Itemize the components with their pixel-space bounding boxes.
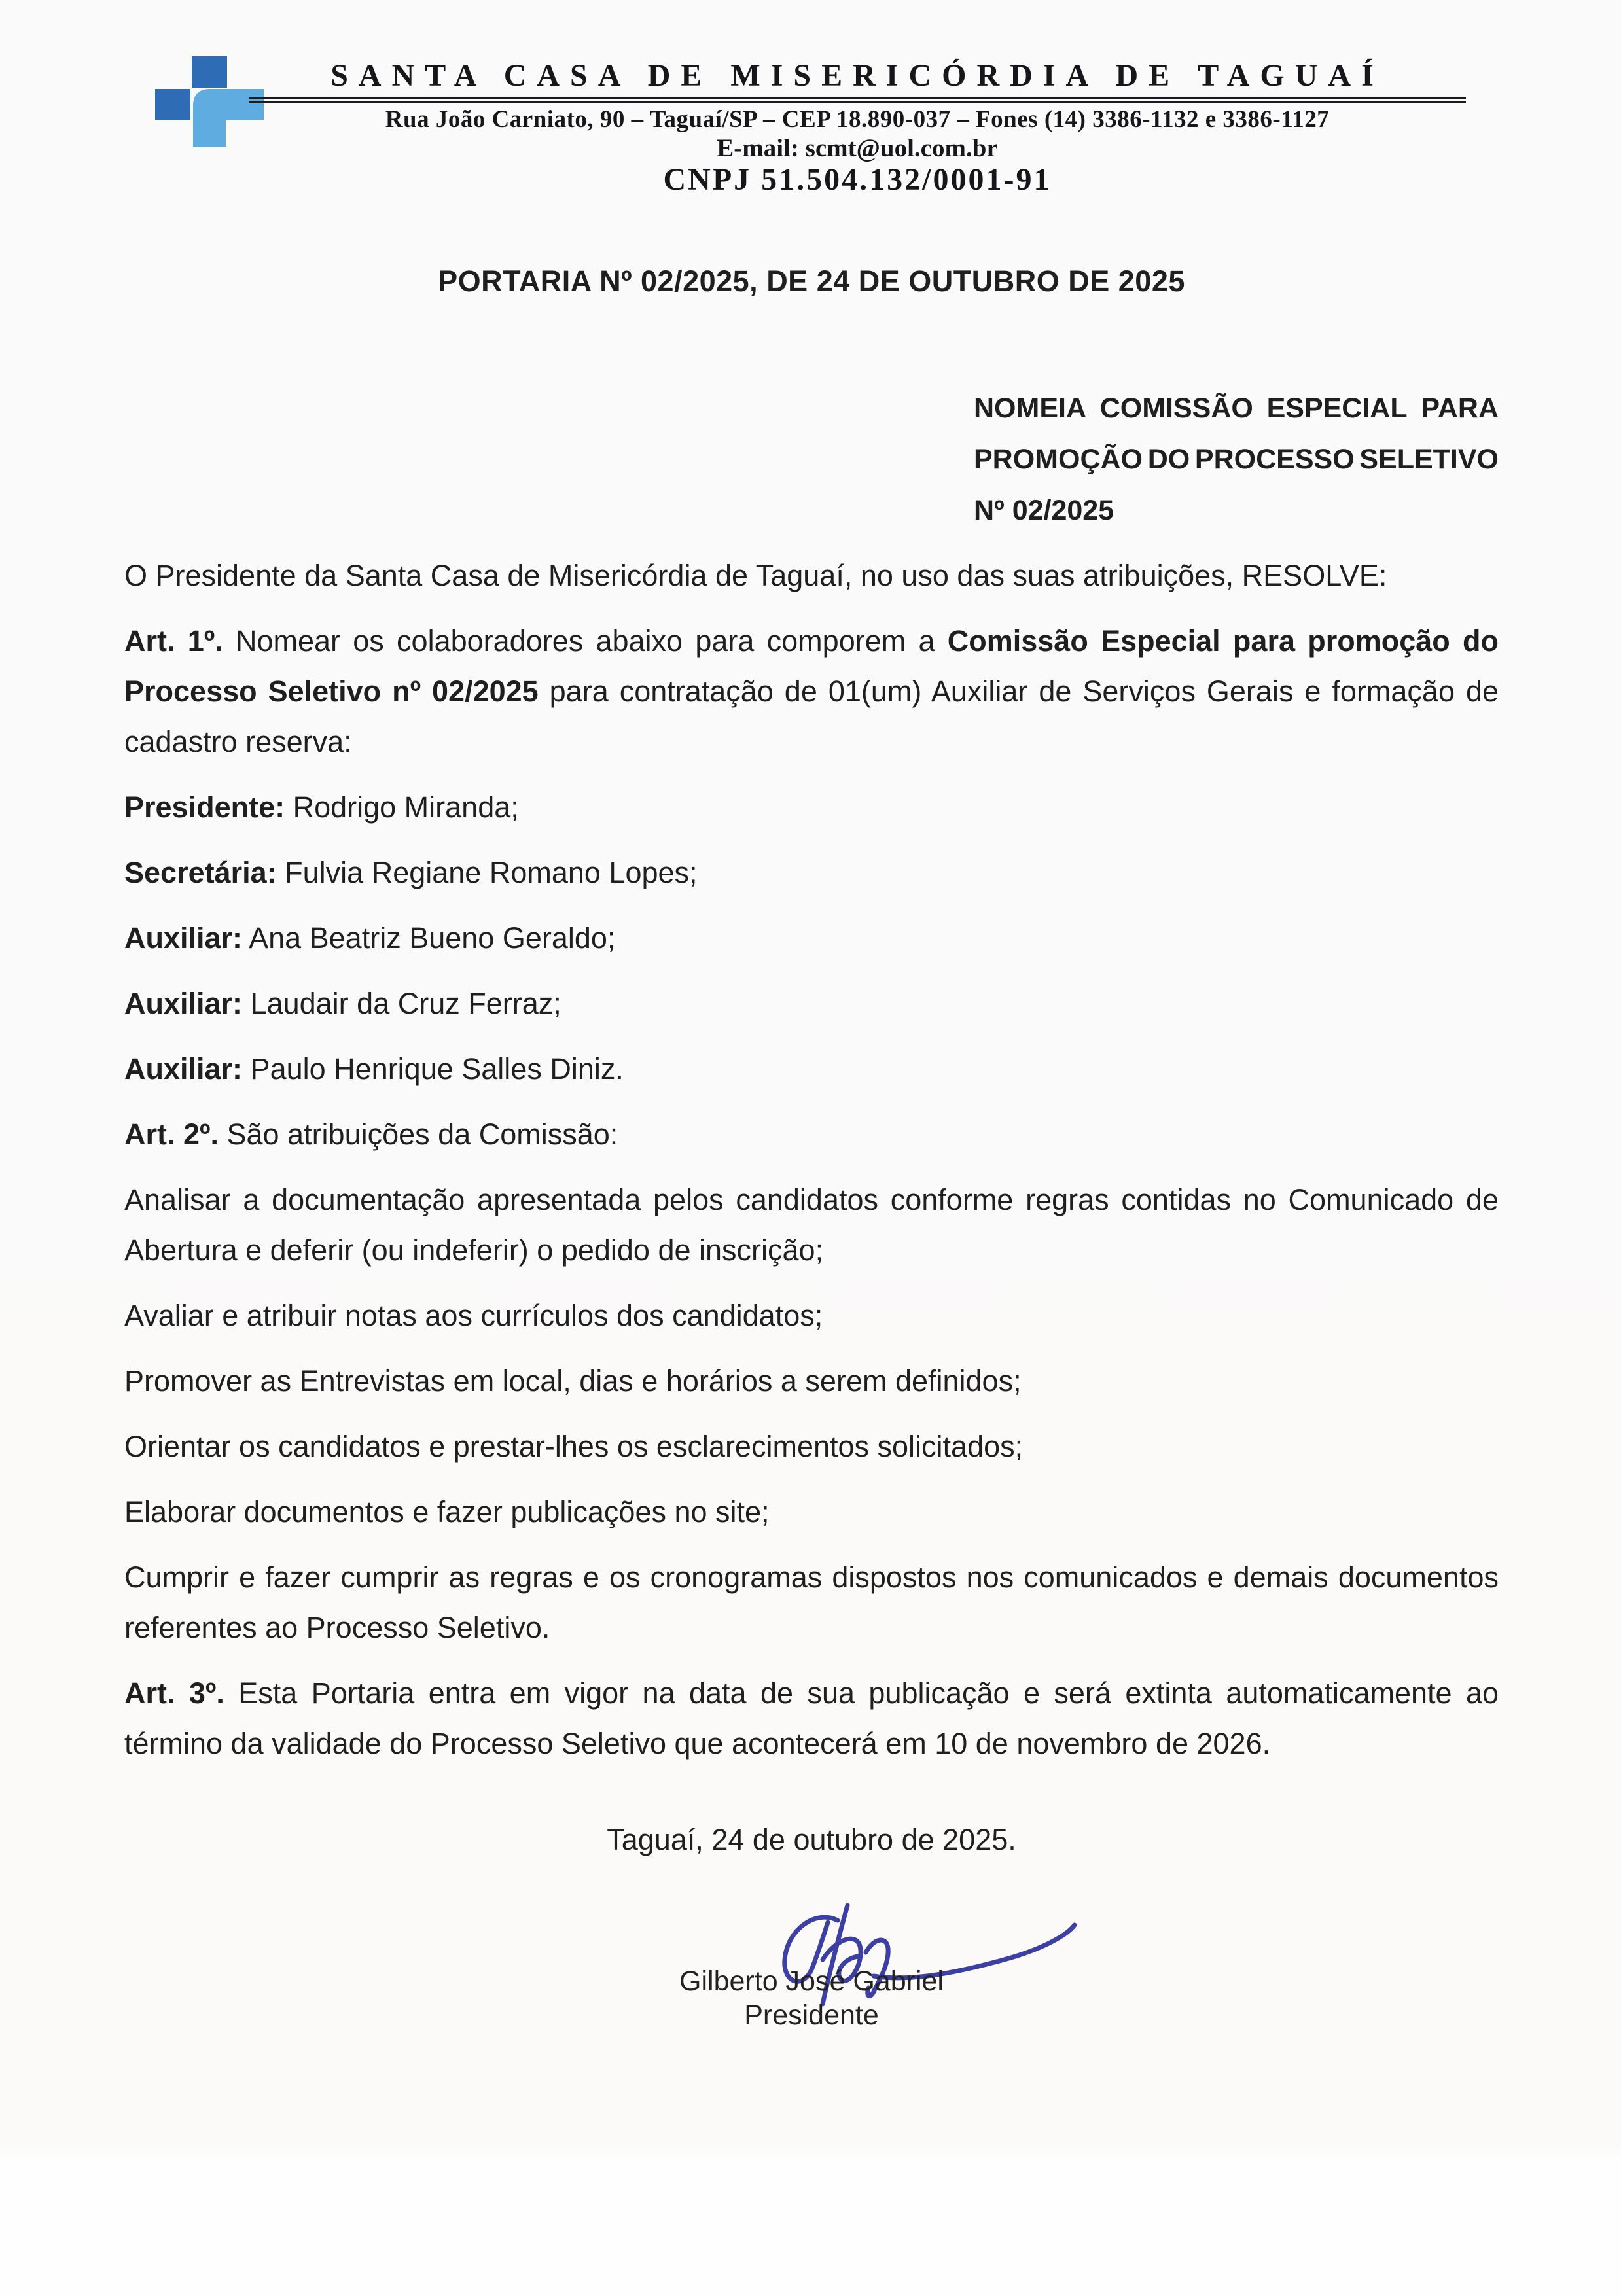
member-name: Laudair da Cruz Ferraz; [242, 987, 561, 1020]
signatory-name: Gilberto José Gabriel [679, 1966, 944, 1997]
member-row [124, 1044, 1499, 1094]
member-label: Auxiliar: [124, 921, 243, 955]
member-name: Fulvia Regiane Romano Lopes; [276, 856, 698, 889]
resolve-paragraph: O Presidente da Santa Casa de Misericórdia de Taguaí, no uso das suas atribuições, RESOLVE: [124, 559, 1387, 592]
attribution-paragraph: Cumprir e fazer cumprir as regras e os cronogramas dispostos nos comunicados e demais documentos referentes ao Processo Seletivo. [124, 1561, 1499, 1644]
commission-name-bold: Comissão Especial para promoção do Processo Seletivo nº 02/2025 [124, 624, 1499, 708]
attribution-paragraph: Analisar a documentação apresentada pelos candidatos conforme regras contidas no Comunicado de Abertura e deferir (ou indeferir) o pedido de inscrição; [124, 1183, 1499, 1267]
document-title: PORTARIA Nº 02/2025, DE 24 DE OUTUBRO DE 2025 [438, 264, 1185, 298]
article-1-paragraph: Art. 1º. Nomear os colaboradores abaixo para comporem a Comissão Especial para promoção do Processo Seletivo nº 02/2025 para contratação de 01(um) Auxiliar de Serviços Gerais e formação de cadastro reserva: [124, 624, 1499, 758]
member-label: Auxiliar: [124, 1052, 243, 1086]
member-name: Paulo Henrique Salles Diniz. [242, 1052, 624, 1086]
org-email: E-mail: scmt@uol.com.br [717, 134, 998, 162]
signatory-role: Presidente [744, 2000, 879, 2031]
article-2-number: Art. 2º. [124, 1118, 219, 1151]
attribution-paragraph: Elaborar documentos e fazer publicações no site; [124, 1495, 770, 1528]
org-cnpj: CNPJ 51.504.132/0001-91 [663, 162, 1052, 197]
member-label: Auxiliar: [124, 987, 243, 1020]
letterhead [249, 60, 1466, 196]
attribution-paragraph: Avaliar e atribuir notas aos currículos dos candidatos; [124, 1299, 823, 1332]
org-name: SANTA CASA DE MISERICÓRDIA DE TAGUAÍ [249, 60, 1466, 103]
member-row [124, 782, 1499, 832]
article-2-heading: Art. 2º. São atribuições da Comissão: [124, 1118, 618, 1151]
member-label: Secretária: [124, 856, 277, 889]
attribution-paragraph: Promover as Entrevistas em local, dias e horários a serem definidos; [124, 1364, 1022, 1398]
member-row [124, 913, 1499, 963]
article-3-paragraph: Art. 3º. Esta Portaria entra em vigor na data de sua publicação e será extinta automaticamente ao término da validade do Processo Seletivo que acontecerá em 10 de novembro de 2026. [124, 1676, 1499, 1760]
subject-line: PROMOÇÃO DO PROCESSO SELETIVO [974, 444, 1499, 475]
org-address: Rua João Carniato, 90 – Taguaí/SP – CEP 18.890-037 – Fones (14) 3386-1132 e 3386-1127 [385, 106, 1330, 133]
member-name: Rodrigo Miranda; [285, 790, 519, 824]
attribution-paragraph: Orientar os candidatos e prestar-lhes os esclarecimentos solicitados; [124, 1430, 1024, 1463]
signature-block [615, 1964, 1008, 2032]
member-name: Ana Beatriz Bueno Geraldo; [242, 921, 616, 955]
subject-line: NOMEIA COMISSÃO ESPECIAL PARA [974, 393, 1499, 424]
document-body [124, 550, 1499, 1880]
subject-line: Nº 02/2025 [974, 495, 1114, 526]
member-label: Presidente: [124, 790, 285, 824]
article-3-number: Art. 3º. [124, 1676, 224, 1710]
member-row [124, 847, 1499, 898]
date-line: Taguaí, 24 de outubro de 2025. [607, 1823, 1016, 1856]
article-1-number: Art. 1º. [124, 624, 223, 658]
subject-block [974, 383, 1499, 536]
member-row [124, 978, 1499, 1029]
